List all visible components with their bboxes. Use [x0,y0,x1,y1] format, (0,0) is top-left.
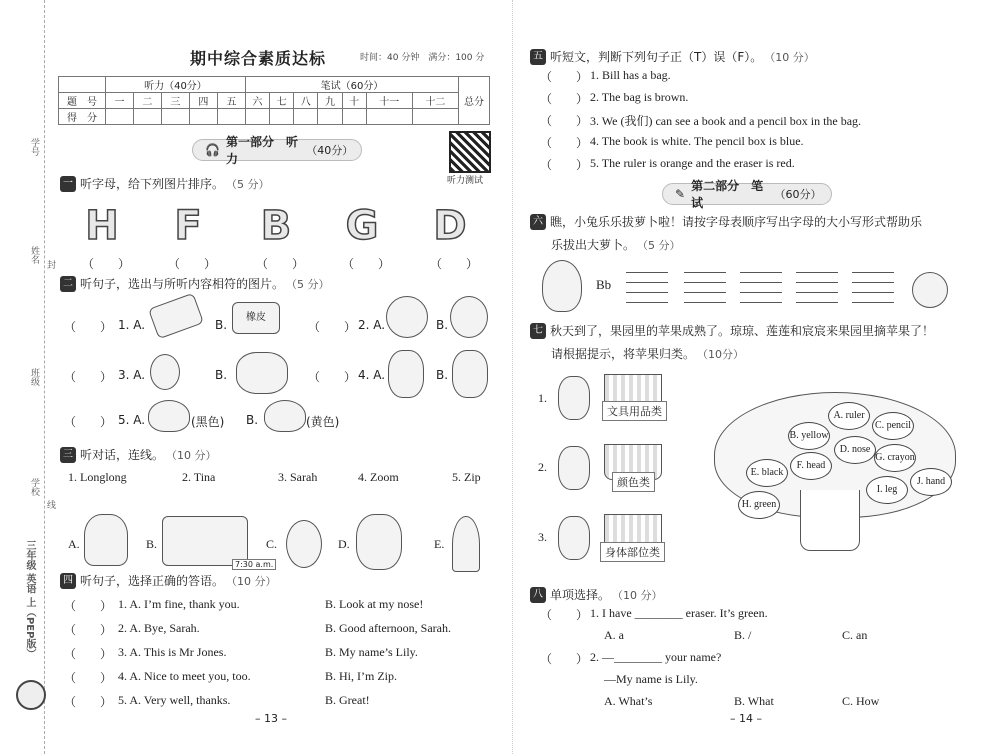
writing-header: 笔试（60分） [245,77,458,93]
score-label: 得 分 [59,109,106,125]
letter-f-picture: F [174,203,202,249]
choice-option[interactable]: C. an [842,628,868,642]
score-input[interactable] [294,109,318,125]
question-text: 听句子，选择正确的答语。 [80,574,225,588]
question-number: 四 [60,573,76,589]
write-line[interactable] [740,292,782,293]
statement: 5. The ruler is orange and the eraser is red. [590,156,795,170]
mascot-icon [16,680,46,710]
question-sentence: 2. —________ your name? [590,650,722,664]
spine-mark: 封 [45,260,55,269]
answer-paren[interactable]: （ ） [64,415,113,429]
match-name: 4. Zoom [358,470,399,484]
question-points: （5 分） [286,277,330,291]
answer-paren[interactable]: （ ） [64,647,113,661]
score-input[interactable] [106,109,134,125]
apple-option[interactable]: J. hand [910,468,952,496]
listening-header: 听力（40分） [106,77,246,93]
write-line[interactable] [796,302,838,303]
qnum-cell: 四 [189,93,217,109]
question-number: 八 [530,587,546,603]
question-number: 三 [60,447,76,463]
answer-paren[interactable]: （ ） [64,623,113,637]
answer-paren[interactable]: （ ） [308,320,357,334]
choice-b: B. Look at my nose! [325,597,424,611]
option-label: B. [436,318,449,332]
qnum-cell: 三 [161,93,189,109]
question-text: 听对话，连线。 [80,448,165,462]
child-picture [558,446,590,490]
choice-a: 4. A. Nice to meet you, too. [118,669,251,683]
write-line[interactable] [740,302,782,303]
qnum-label: 题 号 [59,93,106,109]
start-letters: Bb [596,277,612,292]
part1-points: （40分） [306,144,354,157]
apple-option[interactable]: A. ruler [828,402,870,430]
answer-paren[interactable]: （ ） [308,370,357,384]
basket-number: 2. [538,460,547,474]
exam-info: 时间：40 分钟 满分：100 分 [360,53,485,63]
statement: 3. We (我们) can see a book and a pencil box in the bag. [590,114,862,128]
answer-paren[interactable]: （ ） [430,257,479,271]
part1-banner [192,135,362,166]
question-7-line2 [551,345,744,362]
option-label: 4. A. [358,368,386,382]
question-text: 听短文，判断下列句子正（T）误（F）。 [550,50,763,64]
match-name: 1. Longlong [68,470,127,484]
question-text: 秋天到了，果园里的苹果成熟了。琼琼、莲莲和宸宸来果园里摘苹果了！ [550,324,935,338]
question-1-header [60,175,270,192]
qnum-cell: 十 [342,93,366,109]
choice-b: B. My name’s Lily. [325,645,418,659]
answer-paren[interactable]: （ ） [168,257,217,271]
answer-paren[interactable]: （ ） [64,320,113,334]
basket-number: 1. [538,391,547,405]
choice-b: B. Good afternoon, Sarah. [325,621,451,635]
option-label: B. [215,368,228,382]
write-line[interactable] [626,272,668,273]
write-line[interactable] [852,272,894,273]
choice-option[interactable]: A. What’s [604,694,653,708]
apple-option[interactable]: B. yellow [788,422,830,450]
basket-label: 文具用品类 [602,401,667,421]
write-line[interactable] [852,282,894,283]
option-label: 5. A. [118,413,146,427]
apple-option[interactable]: G. crayon [874,444,916,472]
duck-picture [264,400,306,432]
option-label: 3. A. [118,368,146,382]
answer-paren[interactable]: （ ） [540,136,589,150]
apple-option[interactable]: F. head [790,452,832,480]
page-number: – 14 – [730,712,762,725]
page-divider [512,0,513,754]
question-points: （10 分） [764,50,815,64]
question-sentence: 1. I have ________ eraser. It’s green. [590,606,768,620]
question-7-header [530,322,934,339]
binding-spine [0,0,55,754]
write-line[interactable] [684,302,726,303]
score-table [58,76,490,125]
option-label: B. [246,413,259,427]
cat-picture [236,352,288,394]
choice-b: B. Hi, I’m Zip. [325,669,397,683]
question-text: 听句子，选出与所听内容相符的图片。 [80,277,285,291]
answer-paren[interactable]: （ ） [540,608,589,622]
child-picture [558,376,590,420]
score-input[interactable] [318,109,342,125]
statement: 4. The book is white. The pencil box is blue. [590,134,804,148]
color-hint: (黑色) [191,415,225,429]
answer-paren[interactable]: （ ） [64,671,113,685]
answer-paren[interactable]: （ ） [342,257,391,271]
eraser-picture: 橡皮 [232,302,280,334]
question-number: 一 [60,176,76,192]
question-points: （5 分） [637,238,681,252]
question-points: （10 分） [612,588,663,602]
part1-label: 第一部分 听力 [225,135,298,166]
question-text: 乐拔出大萝卜。 [551,238,636,252]
write-line[interactable] [852,292,894,293]
answer-paren[interactable]: （ ） [64,370,113,384]
qnum-cell: 七 [270,93,294,109]
option-label: B. [215,318,228,332]
question-3-header [60,446,217,463]
rabbit-picture [542,260,582,312]
answer-paren[interactable]: （ ） [540,652,589,666]
letter-b-picture: B [260,203,292,249]
score-cell [59,77,106,93]
write-line[interactable] [796,292,838,293]
score-input[interactable] [412,109,458,125]
option-label: B. [436,368,449,382]
choice-a: 2. A. Bye, Sarah. [118,621,200,635]
question-text: 瞧，小兔乐乐拔萝卜啦！请按字母表顺序写出字母的大小写形式帮助乐 [550,215,923,229]
letter-h-picture: H [85,203,119,249]
write-line[interactable] [684,272,726,273]
book-title: 三年级 英语 上（PEP版） [24,540,35,659]
score-input[interactable] [217,109,245,125]
question-points: （10分） [697,347,745,361]
qnum-cell: 十二 [412,93,458,109]
choice-option[interactable]: B. / [734,628,752,642]
cut-line [44,0,45,754]
question-8-header [530,586,663,603]
score-input[interactable] [270,109,294,125]
score-input[interactable] [342,109,366,125]
question-text: 单项选择。 [550,588,611,602]
letter-g-picture: G [345,203,379,249]
question-sentence: —My name is Lily. [604,672,698,686]
page-number: – 13 – [255,712,287,725]
question-number: 五 [530,49,546,65]
qnum-cell: 八 [294,93,318,109]
ant-picture [150,354,180,390]
qnum-cell: 一 [106,93,134,109]
score-input[interactable] [133,109,161,125]
statement: 1. Bill has a bag. [590,68,671,82]
question-5-header [530,48,815,65]
statement: 2. The bag is brown. [590,90,689,104]
choice-a: 1. A. I’m fine, thank you. [118,597,240,611]
score-input[interactable] [366,109,412,125]
question-4-header [60,572,277,589]
question-2-header [60,275,330,292]
write-line[interactable] [626,292,668,293]
qnum-cell: 五 [217,93,245,109]
girl-picture [450,296,488,338]
write-line[interactable] [684,282,726,283]
question-6-line2 [551,236,681,253]
write-line[interactable] [796,282,838,283]
apple-option[interactable]: E. black [746,459,788,487]
option-label: C. [266,537,278,551]
apple-option[interactable]: C. pencil [872,412,914,440]
write-line[interactable] [626,302,668,303]
part2-label: 第二部分 笔试 [691,179,764,210]
apple-option[interactable]: H. green [738,491,780,519]
basket-number: 3. [538,530,547,544]
answer-paren[interactable]: （ ） [540,70,589,84]
question-text: 请根据提示，将苹果归类。 [551,347,696,361]
choice-b: B. Great! [325,693,370,707]
write-line[interactable] [740,272,782,273]
boy-picture [386,296,428,338]
option-label: B. [146,537,158,551]
answer-paren[interactable]: （ ） [540,92,589,106]
write-line[interactable] [626,282,668,283]
option-label: 1. A. [118,318,146,332]
part2-points: （60分） [774,188,822,201]
write-line[interactable] [740,282,782,283]
answer-paren[interactable]: （ ） [540,158,589,172]
option-label: E. [434,537,445,551]
choice-option[interactable]: C. How [842,694,880,708]
question-6-header [530,213,922,230]
qr-code-icon[interactable] [449,131,491,173]
option-label: 2. A. [358,318,386,332]
child-picture [558,516,590,560]
choice-a: 3. A. This is Mr Jones. [118,645,227,659]
qnum-cell: 二 [133,93,161,109]
spine-label-name: 姓名 [29,246,39,264]
girl-picture [356,514,402,570]
total-header: 总分 [459,77,490,125]
question-points: （10 分） [226,574,277,588]
part2-banner [662,179,832,210]
backpack-picture [84,514,128,566]
answer-paren[interactable]: （ ） [256,257,305,271]
clock-label: 7:30 a.m. [232,559,276,570]
question-number: 七 [530,323,546,339]
score-input[interactable] [161,109,189,125]
spine-label-id: 学号 [29,138,39,156]
boy-picture [388,350,424,398]
write-line[interactable] [796,272,838,273]
answer-paren[interactable]: （ ） [82,257,131,271]
spine-mark: 线 [45,500,55,509]
question-points: （5 分） [226,177,270,191]
question-number: 六 [530,214,546,230]
score-input[interactable] [189,109,217,125]
answer-paren[interactable]: （ ） [64,599,113,613]
radish-picture [912,272,948,308]
question-points: （10 分） [166,448,217,462]
choice-option[interactable]: B. What [734,694,774,708]
ice-cream-picture [452,516,480,572]
headphones-icon: 🎧 [205,143,220,157]
write-line[interactable] [684,292,726,293]
qnum-cell: 十一 [366,93,412,109]
option-label: A. [68,537,80,551]
qr-label: 听力测试 [447,176,484,186]
answer-paren[interactable]: （ ） [540,114,589,128]
tree-trunk [800,490,860,551]
qnum-cell: 九 [318,93,342,109]
qnum-cell: 六 [245,93,269,109]
choice-option[interactable]: A. a [604,628,624,642]
page-title: 期中综合素质达标 [190,49,327,68]
letter-d-picture: D [433,203,467,249]
choice-a: 5. A. Very well, thanks. [118,693,231,707]
score-input[interactable] [245,109,269,125]
match-name: 3. Sarah [278,470,318,484]
egg-picture [286,520,322,568]
apple-option[interactable]: D. nose [834,436,876,464]
match-name: 5. Zip [452,470,481,484]
duck-picture [148,400,190,432]
question-text: 听字母，给下列图片排序。 [80,177,225,191]
option-label: D. [338,537,350,551]
spine-label-class: 班级 [29,368,39,386]
basket-label: 颜色类 [612,472,655,492]
glue-picture [148,293,204,339]
write-line[interactable] [852,302,894,303]
spine-label-school: 学校 [29,478,39,496]
color-hint: (黄色) [306,415,340,429]
pencil-icon: ✎ [675,187,686,201]
boy-picture [452,350,488,398]
match-name: 2. Tina [182,470,216,484]
apple-option[interactable]: I. leg [866,476,908,504]
basket-label: 身体部位类 [600,542,665,562]
answer-paren[interactable]: （ ） [64,695,113,709]
question-number: 二 [60,276,76,292]
